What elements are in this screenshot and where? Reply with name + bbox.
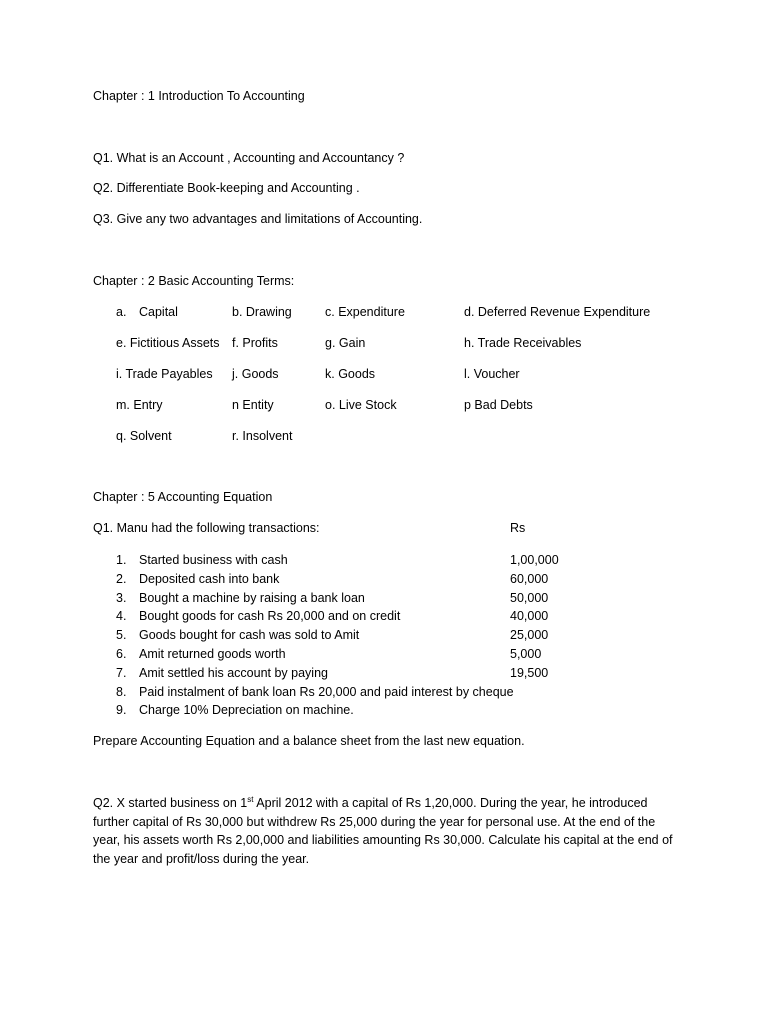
transaction-description: Paid instalment of bank loan Rs 20,000 and paid interest by cheque <box>139 684 514 699</box>
q2-text-rest: April 2012 with a capital of Rs 1,20,000. During the year, he introduced further capital of Rs 30,000 but withdrew Rs 25,000 during the year for personal use. At the end of the year, his assets worth Rs 2,00,000 and liabilities amounting Rs 30,000. Calculate his capital at the end of the year and profit/loss during the year. <box>93 796 673 866</box>
term-item <box>116 303 178 321</box>
transaction-description: Started business with cash <box>139 553 288 567</box>
term-item: i. Trade Payables <box>116 367 213 381</box>
transaction-number: 9. <box>116 703 127 718</box>
chapter-5-question-1: Q1. Manu had the following transactions: <box>93 521 320 535</box>
transaction-number: 8. <box>116 684 127 699</box>
transaction-description: Deposited cash into bank <box>139 571 280 586</box>
term-item: c. Expenditure <box>325 305 405 319</box>
transaction-amount: 19,500 <box>510 665 549 680</box>
term-item: m. Entry <box>116 398 163 412</box>
transaction-number: 6. <box>116 646 127 661</box>
transaction-amount: 50,000 <box>510 590 549 605</box>
term-marker: a. <box>116 305 127 319</box>
transaction-number: 2. <box>116 571 127 586</box>
term-item: q. Solvent <box>116 429 172 443</box>
term-item: f. Profits <box>232 336 278 350</box>
amount-column-header: Rs <box>510 521 526 535</box>
instruction-text: Prepare Accounting Equation and a balance sheet from the last new equation. <box>93 734 525 748</box>
term-item: d. Deferred Revenue Expenditure <box>464 305 651 319</box>
transaction-description: Bought goods for cash Rs 20,000 and on credit <box>139 609 401 624</box>
term-item: k. Goods <box>325 367 376 381</box>
transaction-number: 7. <box>116 665 127 680</box>
transaction-amount: 1,00,000 <box>510 553 559 567</box>
term-item: b. Drawing <box>232 305 292 319</box>
transaction-description: Amit settled his account by paying <box>139 665 328 680</box>
term-item: o. Live Stock <box>325 398 397 412</box>
term-item: e. Fictitious Assets <box>116 336 220 350</box>
transaction-description: Charge 10% Depreciation on machine. <box>139 703 354 718</box>
chapter-1-question-2: Q2. Differentiate Book-keeping and Accounting . <box>93 181 360 195</box>
transaction-number: 4. <box>116 609 127 624</box>
transaction-description: Amit returned goods worth <box>139 646 286 661</box>
transaction-amount: 5,000 <box>510 646 542 661</box>
chapter-5-heading: Chapter : 5 Accounting Equation <box>93 490 273 504</box>
transaction-amount: 60,000 <box>510 571 549 586</box>
term-item: n Entity <box>232 398 274 412</box>
chapter-5-question-2 <box>93 794 683 868</box>
chapter-1-heading: Chapter : 1 Introduction To Accounting <box>93 89 305 103</box>
term-item: j. Goods <box>232 367 279 381</box>
term-label: Capital <box>139 305 178 319</box>
chapter-2-heading: Chapter : 2 Basic Accounting Terms: <box>93 274 295 288</box>
term-item: l. Voucher <box>464 367 520 381</box>
transaction-description: Bought a machine by raising a bank loan <box>139 590 365 605</box>
term-item: r. Insolvent <box>232 429 293 443</box>
ordinal-suffix: st <box>247 794 254 804</box>
chapter-1-question-1: Q1. What is an Account , Accounting and Accountancy ? <box>93 151 405 165</box>
transaction-amount: 40,000 <box>510 609 549 624</box>
term-item: g. Gain <box>325 336 366 350</box>
transaction-number: 3. <box>116 590 127 605</box>
transaction-number: 1. <box>116 553 127 567</box>
transaction-amount: 25,000 <box>510 628 549 643</box>
term-item: h. Trade Receivables <box>464 336 582 350</box>
chapter-1-question-3: Q3. Give any two advantages and limitations of Accounting. <box>93 212 423 226</box>
term-item: p Bad Debts <box>464 398 533 412</box>
transaction-number: 5. <box>116 628 127 643</box>
transaction-description: Goods bought for cash was sold to Amit <box>139 628 360 643</box>
q2-text-start: Q2. X started business on 1 <box>93 796 248 810</box>
